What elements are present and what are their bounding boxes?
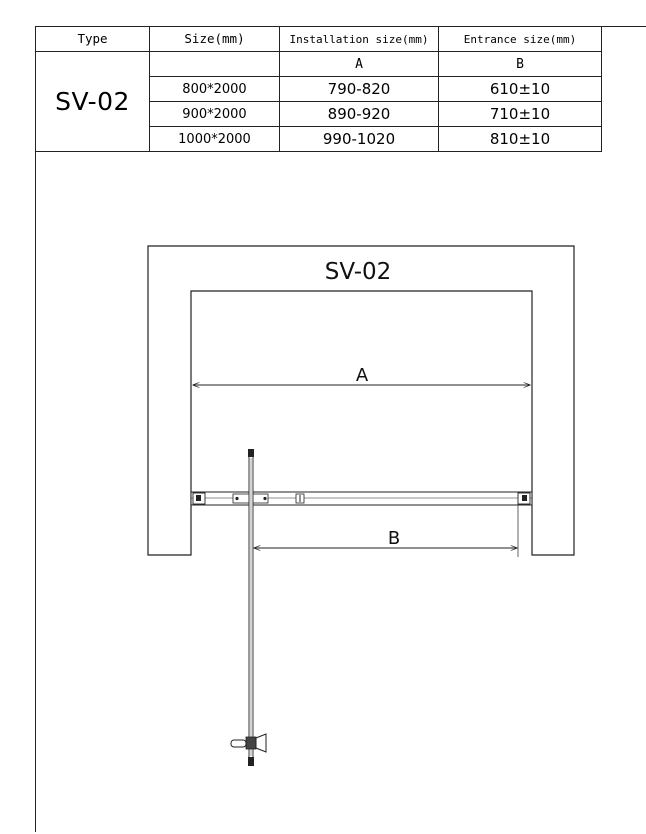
header-entrance-size: Entrance size(mm) [439,27,602,52]
entrance-cell: 710±10 [439,102,602,127]
model-cell: SV-02 [36,52,150,152]
dimension-b-label: B [387,528,401,549]
installation-cell: 890-920 [280,102,439,127]
dimension-b [254,505,518,557]
dimension-a [193,365,530,386]
entrance-cell: 810±10 [439,127,602,152]
column-label-a: A [280,52,439,77]
installation-cell: 790-820 [280,77,439,102]
header-size: Size(mm) [150,27,280,52]
header-type: Type [36,27,150,52]
door-handle [231,734,266,752]
diagram-title: SV-02 [324,259,392,285]
top-rail [191,492,532,505]
sliding-glass-door [248,449,254,766]
dimension-a-label: A [355,365,369,386]
column-label-b: B [439,52,602,77]
wall-outline [148,246,574,555]
size-cell: 1000*2000 [150,127,280,152]
size-cell: 800*2000 [150,77,280,102]
entrance-cell: 610±10 [439,77,602,102]
header-installation-size: Installation size(mm) [280,27,439,52]
size-cell: 900*2000 [150,102,280,127]
installation-cell: 990-1020 [280,127,439,152]
